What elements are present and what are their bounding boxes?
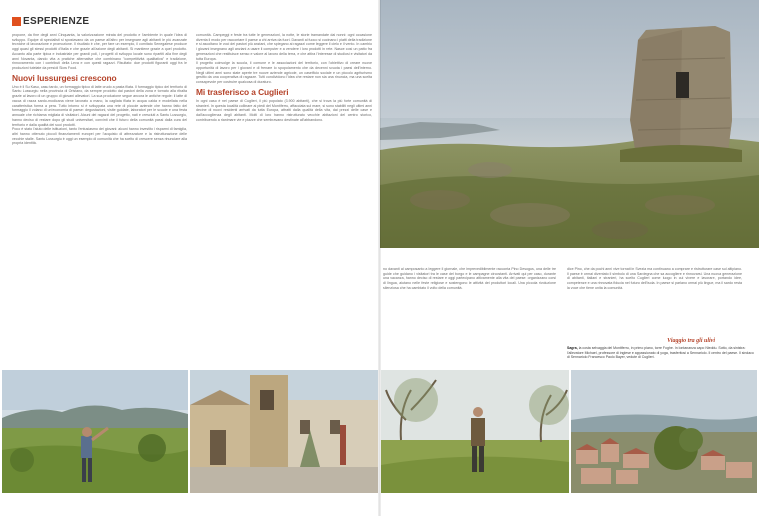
village-church-photo <box>190 370 378 493</box>
section-header <box>12 14 89 28</box>
text-column-1 <box>12 33 187 365</box>
caption-body: la costa selvaggia del Montiferru, in primo piano, torre Foghe. In lontananza capo Nieddu. Sotto, da sinistra: l'allevatore Michael, professore di inglese e appassionato di yoga, trasferitosi a Sennariolo. Il centro del paese. Il sindaco di Sennariolo Francesco Paolo Bayer, vedute di Cuglieri. <box>567 346 754 360</box>
man-in-olive-grove-photo <box>381 370 569 493</box>
caption-title: Viaggio tra gli ulivi <box>667 338 715 344</box>
subheading-mi-trasferisco: Mi trasferisco a Cuglieri <box>196 86 289 97</box>
column-4-paragraph-1: dice Pino, che da pochi anni vive tornati in Svezia ma continuano a comprare e ristrutturare case sul altipiano. Il paese è ormai diventato il simbolo di una Sardegna che sa accogliere e rinnovarsi. Una nuova generazione di abitanti, italiani e stranieri, ha scelto Cuglieri come luogo in cui vivere e lavorare, portando idee, competenze e una rinnovata fiducia nel futuro dell'isola. In paese si parlano ormai più lingue, ma il sardo resta la voce che tiene unita la comunità. <box>567 267 742 290</box>
page-gutter <box>378 0 381 516</box>
column-2-paragraph-3: In ogni caso è nel paese di Cuglieri, il più popolato (3.900 abitanti), che si trova la più forte comunità di stranieri. In questa località collinare ai piedi del Montiferru, affacciata sul mare, si sono stabiliti negli ultimi anni decine di nuovi residenti arrivati da tutta Europa, attratti dalla qualità della vita, dai prezzi delle case e dall'accoglienza degli abitanti. Molti di loro hanno ristrutturato vecchie abitazioni del centro storico, contribuendo a rianimare vie e piazze che sembravano destinate all'abbandono. <box>196 98 372 122</box>
caption-place: Sagra, <box>567 346 578 350</box>
hillside-town-photo <box>571 370 757 493</box>
text-column-2 <box>196 33 372 365</box>
section-marker-icon <box>12 17 21 26</box>
column-3-paragraph-1: no davanti al camposanto a leggere il giornale, che imprevedibilmente racconta Pino Desogus, una delle tre guide che guidano i visitatori tra le case del borgo e le campagne circostanti. Arrivati qui per caso, durante una vacanza, hanno deciso di restare e oggi partecipano attivamente alla vita del paese: organizzano corsi di lingua, aiutano nelle feste religiose e sostengono le attività dei produttori locali. Una piccola rivoluzione silenziosa che ha cambiato il volto della comunità. <box>383 267 556 290</box>
photo-caption <box>567 338 757 360</box>
column-2-paragraph-1: comunità. Campeggi e feste tra tutte le generazioni, la notte, le storie tramandate dai nonni: ogni occasione diventa il modo per raccontare il paese a chi arriva da fuori. Davanti al fuoco si cucinano i piatti della tradizione e si ascoltano le voci dei pastori più anziani, che spiegano ai ragazzi come leggere il cielo e il vento. In cambio i giovani insegnano agli anziani a usare il computer e a vendere i loro prodotti in rete. Nasce così un patto fra generazioni che restituisce senso e valore al lavoro della terra, e che attira l'interesse di studiosi e visitatori da tutta Europa. <box>196 33 372 61</box>
caption-text <box>567 346 757 360</box>
text-column-3 <box>383 267 556 357</box>
column-2-paragraph-2: Il progetto coinvolge la scuola, il comune e le associazioni del territorio, con l'obiettivo di creare nuove opportunità di lavoro per i giovani e di frenare lo spopolamento che da decenni svuota i paesi dell'interno. Negli ultimi anni sono state aperte tre nuove aziende agricole, un caseificio sociale e un piccolo agriturismo gestito da una cooperativa di ragazze. Tutti condividono l'idea che restare non sia una rinuncia, ma una scelta consapevole per costruire qualcosa di duraturo. <box>196 61 372 85</box>
text-column-4 <box>567 267 742 335</box>
man-in-meadow-photo <box>2 370 188 493</box>
coastal-watchtower-photo <box>380 0 759 248</box>
section-label: ESPERIENZE <box>23 15 90 27</box>
column-1-paragraph-3: Poco è stato l'aiuto delle istituzioni, tanto l'entusiasmo dei giovani: alcuni hanno investito i risparmi di famiglia, altri hanno ottenuto piccoli finanziamenti europei per l'acquisto di attrezzature e la ristrutturazione delle vecchie stalle. Santu Lussurgiu è oggi un esempio di comunità che ha scelto di crescere senza rinunciare alla propria identità. <box>12 127 187 146</box>
column-1-paragraph-2: Uno è il Su Kasu, casu tardo, un formaggio tipico di latte crudo a pasta filata. Il formaggio tipico del territorio di Santu Lussurgiu nella provincia di Oristano, da sempre prodotto dai pastori della zona e tornato alla ribalta grazie al lavoro di un gruppo di giovani allevatori. La sua produzione segue ancora le antiche regole: il latte di vacca di razza sardo-modicana viene lavorato a mano, la cagliata filata in acqua calda e modellata nella caratteristica forma a pera. Tutto intorno si è sviluppata una rete di piccole aziende che hanno fatto del formaggio il volano di un'economia di paese: degustazioni, visite guidate, laboratori per le scuole e una festa annuale che richiama migliaia di visitatori. Alcuni dei ragazzi del progetto, nati e cresciuti a Santu Lussurgiu, hanno deciso di restare dopo gli studi universitari, convinti che il futuro della comunità passi dalla cura del territorio e dalla qualità dei suoi prodotti. <box>12 84 187 127</box>
column-1-paragraph-1: propone, da fine degli anni Cinquanta, la valorizzazione mirata del prodotto e l'ambiente in quale l'idea di sviluppo. Equipe di specialisti si spostavano da un paese all'altro per insegnare agli abitanti le più avanzate tecniche di lavorazione e promozione. Il risultato è che, per fare un esempio, il comitato Senegalese produce oggi quasi gli stessi prodotti d'Italia e che grazie all'azione degli abitanti. Si mantiene grazie a quel prodotto. Accanto alla parte tipica e industriale per grandi poli, i progetti di sviluppo locale sono ripartiti alla fine degli anni Novanta, dando vita a pratiche alternative che combinano "competitività qualitativa" e tradizione, rinnovamento con i contributi della Leva e con questi ragazzi. Risultato: due prodotti figuranti oggi fra le produzioni tutelate da presìdi Slow Food. <box>12 33 187 71</box>
subheading-nuovi-lussurgesi: Nuovi lussurgesi crescono <box>12 72 117 83</box>
